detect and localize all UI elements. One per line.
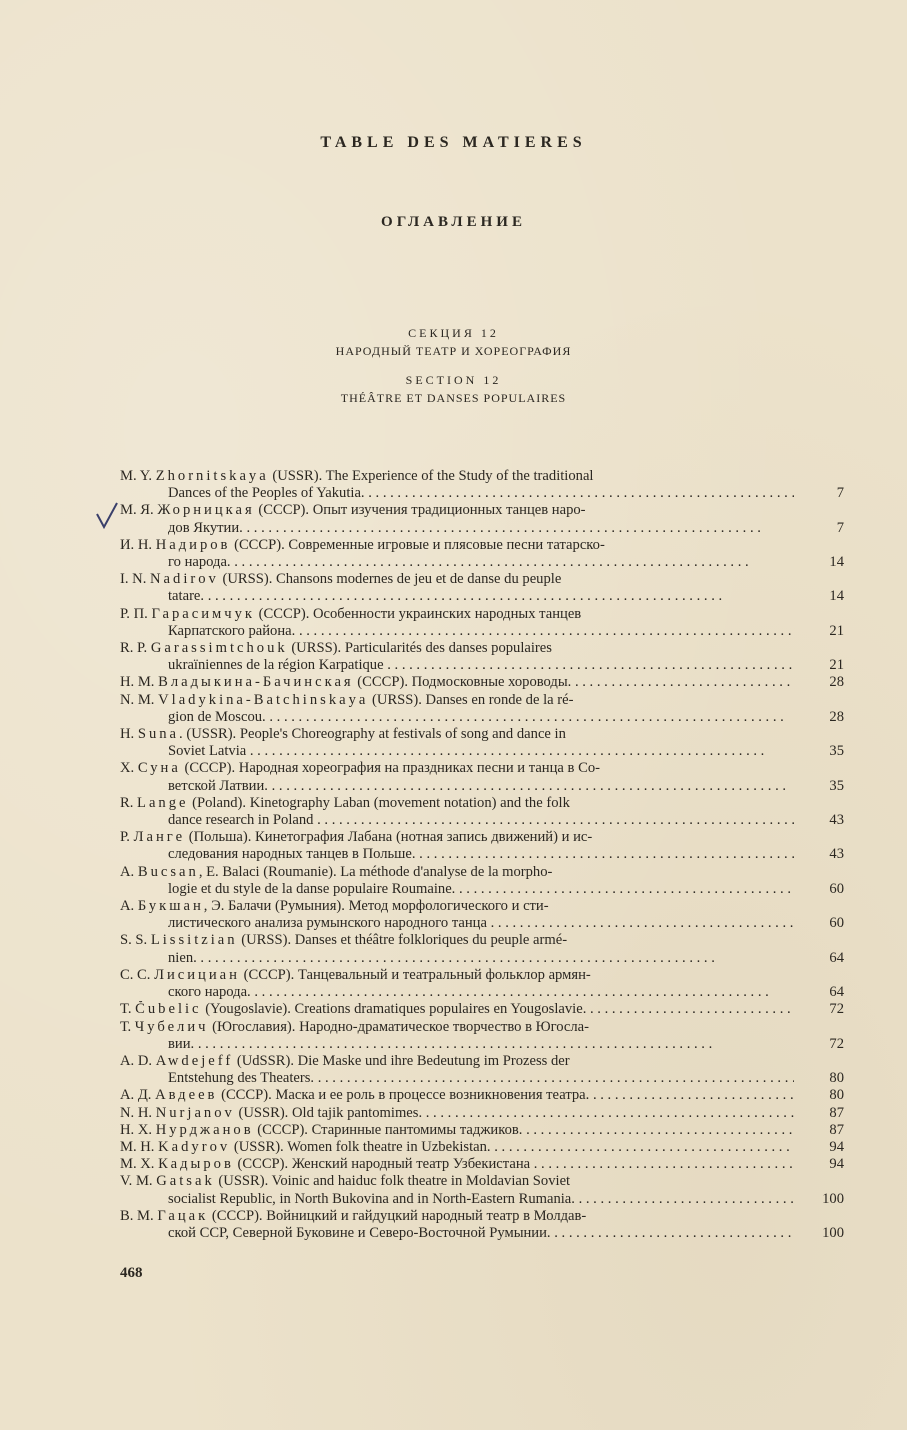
entry-title-text: (СССР). Женский народный театр Узбекистана xyxy=(233,1156,531,1173)
entry-continuation-line: ского народа. . . . xyxy=(120,984,794,1001)
page-title: TABLE DES MATIERES xyxy=(320,134,587,151)
entry-continuation-line: tatare. . . . xyxy=(120,588,794,605)
author-surname: Suna xyxy=(137,726,180,743)
author-surname: Надиров xyxy=(155,536,231,553)
author-initials: V. M. xyxy=(120,1173,157,1190)
entry-first-line xyxy=(120,1053,794,1070)
section-number-russian: СЕКЦИЯ 12 xyxy=(408,326,499,340)
toc-entry xyxy=(120,795,850,829)
entry-title-text: (СССР). Опыт изучения традиционных танцев наро- xyxy=(254,502,586,519)
toc-entry xyxy=(120,726,850,760)
author-initials: Н. М. xyxy=(120,674,159,691)
entry-first-line xyxy=(120,1019,794,1036)
entry-first-line xyxy=(120,640,794,657)
entry-title-text: (СССР). Подмосковные хороводы. xyxy=(353,674,572,691)
author-surname: Кадыров xyxy=(158,1156,234,1173)
author-initials: R. xyxy=(120,794,138,811)
entry-continuation-line: го народа. . . . xyxy=(120,554,794,571)
author-surname: Awdejeff xyxy=(155,1052,234,1069)
entry-first-line xyxy=(120,1208,794,1225)
author-surname: Ланге xyxy=(133,829,186,846)
entry-title-text: (Польша). Кинетография Лабана (нотная запись движений) и ис- xyxy=(185,829,593,846)
entry-continuation-line: следования народных танцев в Польше. . . . xyxy=(120,846,794,863)
entry-first-line xyxy=(120,1122,794,1139)
entry-first-line xyxy=(120,606,794,623)
toc-entry xyxy=(120,1087,850,1104)
author-initials: А. xyxy=(120,898,138,915)
author-initials: A. D. xyxy=(120,1052,156,1069)
author-surname: Garassimtchouk xyxy=(150,640,288,657)
author-surname: Владыкина-Бачинская xyxy=(158,674,354,691)
entry-continuation-line: gion de Moscou. . . . xyxy=(120,709,794,726)
entry-page-number: 21 xyxy=(829,657,844,674)
entry-title-text: , E. Balaci (Roumanie). La méthode d'analyse de la morpho- xyxy=(198,863,553,880)
author-surname: Bucsan xyxy=(137,863,199,880)
toc-entry xyxy=(120,1139,850,1156)
entry-first-line xyxy=(120,692,794,709)
entry-title-text: (СССР). Войницкий и гайдуцкий народный театр в Молдав- xyxy=(208,1207,587,1224)
entry-page-number: 21 xyxy=(829,622,844,639)
toc-entry xyxy=(120,640,850,674)
checkmark-icon xyxy=(94,500,120,530)
entry-page-number: 94 xyxy=(829,1156,844,1173)
entry-page-number: 94 xyxy=(829,1138,844,1155)
toc-entry xyxy=(120,829,850,863)
entry-continuation-line: Entstehung des Theaters. . . . xyxy=(120,1070,794,1087)
entry-page-number: 7 xyxy=(836,485,844,502)
author-initials: В. М. xyxy=(120,1207,158,1224)
entry-title-text: (СССР). Маска и ее роль в процессе возникновения театра. xyxy=(217,1087,590,1104)
entry-first-line xyxy=(120,468,794,485)
entry-title-text: (UdSSR). Die Maske und ihre Bedeutung im Prozess der xyxy=(233,1052,570,1069)
toc-entry xyxy=(120,1208,850,1242)
toc-entry xyxy=(120,674,850,691)
author-surname: Lange xyxy=(137,794,189,811)
entry-page-number: 64 xyxy=(829,984,844,1001)
toc-entry xyxy=(120,1173,850,1207)
entry-title-text: (Poland). Kinetography Laban (movement notation) and the folk xyxy=(188,794,570,811)
entry-title-text: (URSS). Chansons modernes de jeu et de danse du peuple xyxy=(218,571,562,588)
author-surname: Жорницкая xyxy=(157,502,255,519)
entry-title-text: (USSR). The Experience of the Study of the traditional xyxy=(268,468,594,484)
section-number-french: SECTION 12 xyxy=(405,373,502,387)
toc-entry xyxy=(120,1156,850,1173)
entry-first-line xyxy=(120,932,794,949)
entry-title-text: (URSS). Danses et théâtre folkloriques du peuple armé- xyxy=(237,932,568,949)
entry-title-text: (Югославия). Народно-драматическое творчество в Югосла- xyxy=(208,1018,589,1035)
entry-first-line xyxy=(120,1173,794,1190)
entry-title-text: (URSS). Danses en ronde de la ré- xyxy=(368,691,574,708)
entry-title-text: . (USSR). People's Choreography at festivals of song and dance in xyxy=(179,726,566,743)
entry-page-number: 80 xyxy=(829,1087,844,1104)
entry-first-line xyxy=(120,1139,794,1156)
entry-page-number: 60 xyxy=(829,915,844,932)
toc-entry xyxy=(120,967,850,1001)
author-initials: С. С. xyxy=(120,966,155,983)
author-surname: Нурджанов xyxy=(155,1121,254,1138)
author-initials: T. xyxy=(120,1001,136,1018)
entry-title-text: (URSS). Particularités des danses populaires xyxy=(287,640,552,657)
author-surname: Zhornitskaya xyxy=(155,468,269,484)
entry-continuation-line: Карпатского района. . . . xyxy=(120,623,794,640)
entry-title-text: (USSR). Old tajik pantomimes. xyxy=(234,1104,423,1121)
entry-title-text: (USSR). Women folk theatre in Uzbekistan. xyxy=(230,1138,491,1155)
entry-first-line xyxy=(120,1156,794,1173)
toc-entry xyxy=(120,1053,850,1087)
entry-first-line xyxy=(120,898,794,915)
toc-entry xyxy=(120,760,850,794)
entry-title-text: (СССР). Народная хореография на праздниках песни и танца в Со- xyxy=(180,760,600,777)
author-initials: М. Х. xyxy=(120,1156,159,1173)
toc-entry xyxy=(120,606,850,640)
author-surname: Nurjanov xyxy=(155,1104,235,1121)
author-initials: Р. xyxy=(120,829,134,846)
entry-continuation-line: socialist Republic, in North Bukovina and in North-Eastern Rumania. . . . xyxy=(120,1191,794,1208)
author-initials: M. H. xyxy=(120,1138,159,1155)
entry-continuation-line: Soviet Latvia . . . xyxy=(120,743,794,760)
entry-title-text: (СССР). Танцевальный и театральный фольклор армян- xyxy=(239,966,591,983)
toc-entry xyxy=(120,1001,850,1018)
author-initials: Р. П. xyxy=(120,605,152,622)
toc-entry xyxy=(120,537,850,571)
page-title-russian: ОГЛАВЛЕНИЕ xyxy=(381,214,526,230)
entry-continuation-line: ветской Латвии. . . . xyxy=(120,778,794,795)
entry-page-number: 100 xyxy=(822,1224,844,1241)
entry-page-number: 28 xyxy=(829,708,844,725)
entry-continuation-line: Dances of the Peoples of Yakutia. . . . xyxy=(120,485,794,502)
author-surname: Gatsak xyxy=(156,1173,215,1190)
author-surname: Авдеев xyxy=(155,1087,218,1104)
table-of-contents xyxy=(120,468,850,1242)
entry-page-number: 7 xyxy=(836,519,844,536)
author-surname: Čubelic xyxy=(135,1001,202,1018)
entry-first-line xyxy=(120,795,794,812)
entry-continuation-line: дов Якутии. . . . xyxy=(120,520,794,537)
author-surname: Vladykina-Batchinskaya xyxy=(158,691,369,708)
author-initials: R. P. xyxy=(120,640,151,657)
section-name-french: THÉÂTRE ET DANSES POPULAIRES xyxy=(340,391,567,405)
author-initials: A. xyxy=(120,863,138,880)
author-initials: А. Д. xyxy=(120,1087,156,1104)
entry-continuation-line: ukraïniennes de la région Karpatique . . . xyxy=(120,657,794,674)
author-surname: Суна xyxy=(137,760,181,777)
toc-entry xyxy=(120,1105,850,1122)
entry-first-line xyxy=(120,967,794,984)
entry-continuation-line: nien. . . . xyxy=(120,950,794,967)
entry-continuation-line: dance research in Poland . . . xyxy=(120,812,794,829)
entry-first-line xyxy=(120,537,794,554)
entry-title-text: (USSR). Voinic and haiduc folk theatre in Moldavian Soviet xyxy=(214,1173,571,1190)
toc-entry xyxy=(120,571,850,605)
author-initials: S. S. xyxy=(120,932,151,949)
entry-page-number: 14 xyxy=(829,554,844,571)
toc-entry xyxy=(120,692,850,726)
author-initials: N. M. xyxy=(120,691,159,708)
entry-page-number: 64 xyxy=(829,949,844,966)
author-surname: Гарасимчук xyxy=(151,605,256,622)
entry-page-number: 60 xyxy=(829,880,844,897)
entry-first-line xyxy=(120,1087,794,1104)
entry-continuation-line: листического анализа румынского народного танца . . . xyxy=(120,915,794,932)
entry-first-line xyxy=(120,726,794,743)
entry-first-line xyxy=(120,829,794,846)
entry-page-number: 35 xyxy=(829,777,844,794)
author-surname: Nadirov xyxy=(150,571,219,588)
author-initials: H. xyxy=(120,726,138,743)
author-surname: Лисициан xyxy=(154,966,240,983)
toc-entry xyxy=(120,898,850,932)
author-surname: Чубелич xyxy=(134,1018,209,1035)
author-initials: Х. xyxy=(120,760,138,777)
author-initials: Т. xyxy=(120,1018,135,1035)
entry-page-number: 72 xyxy=(829,1035,844,1052)
author-initials: М. Я. xyxy=(120,502,158,519)
entry-first-line xyxy=(120,760,794,777)
entry-page-number: 87 xyxy=(829,1121,844,1138)
entry-page-number: 80 xyxy=(829,1070,844,1087)
author-surname: Kadyrov xyxy=(158,1138,231,1155)
entry-first-line xyxy=(120,1105,794,1122)
author-surname: Гацак xyxy=(157,1207,209,1224)
entry-first-line xyxy=(120,571,794,588)
folio-page-number: 468 xyxy=(120,1265,143,1281)
entry-page-number: 72 xyxy=(829,1001,844,1018)
entry-page-number: 87 xyxy=(829,1104,844,1121)
toc-entry xyxy=(120,932,850,966)
entry-first-line xyxy=(120,502,794,519)
entry-continuation-line: вии. . . . xyxy=(120,1036,794,1053)
section-name-russian: НАРОДНЫЙ ТЕАТР И ХОРЕОГРАФИЯ xyxy=(335,344,572,358)
toc-entry xyxy=(120,468,850,502)
entry-title-text: (СССР). Современные игровые и плясовые песни татарско- xyxy=(230,536,605,553)
entry-page-number: 14 xyxy=(829,588,844,605)
entry-title-text: (Yougoslavie). Creations dramatiques populaires en Yougoslavie. xyxy=(201,1001,587,1018)
entry-title-text: (СССР). Старинные пантомимы таджиков. xyxy=(253,1121,523,1138)
author-initials: I. N. xyxy=(120,571,150,588)
author-surname: Букшан xyxy=(137,898,204,915)
entry-page-number: 100 xyxy=(822,1190,844,1207)
toc-entry xyxy=(120,1019,850,1053)
entry-first-line xyxy=(120,674,794,691)
entry-first-line xyxy=(120,864,794,881)
entry-page-number: 35 xyxy=(829,743,844,760)
author-initials: Н. Х. xyxy=(120,1121,156,1138)
author-surname: Lissitzian xyxy=(150,932,238,949)
entry-page-number: 43 xyxy=(829,846,844,863)
author-initials: N. H. xyxy=(120,1104,156,1121)
entry-continuation-line: ской ССР, Северной Буковине и Северо-Восточной Румынии. . . . xyxy=(120,1225,794,1242)
toc-entry xyxy=(120,1122,850,1139)
toc-entry xyxy=(120,502,850,536)
toc-entry xyxy=(120,864,850,898)
entry-continuation-line: logie et du style de la danse populaire Roumaine. . . . xyxy=(120,881,794,898)
author-initials: И. Н. xyxy=(120,536,156,553)
entry-title-text: , Э. Балачи (Румыния). Метод морфологического и сти- xyxy=(203,898,549,915)
entry-page-number: 43 xyxy=(829,812,844,829)
entry-title-text: (СССР). Особенности украинских народных танцев xyxy=(255,605,582,622)
author-initials: M. Y. xyxy=(120,468,156,484)
entry-page-number: 28 xyxy=(829,674,844,691)
entry-first-line xyxy=(120,1001,794,1018)
